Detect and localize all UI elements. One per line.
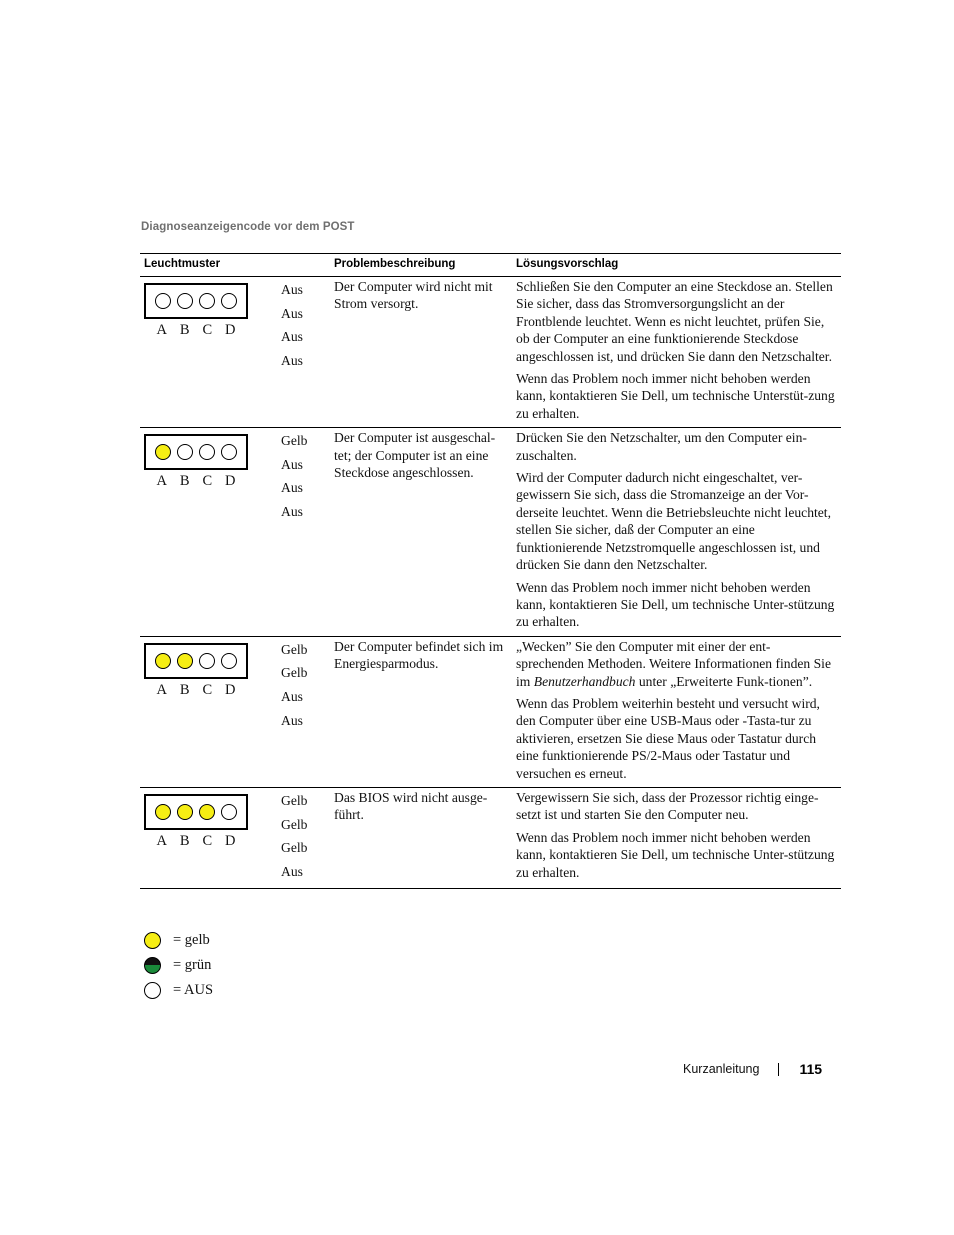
led-states-cell	[277, 787, 330, 888]
led-off-icon	[221, 653, 237, 669]
led-green-icon	[144, 957, 161, 974]
led-letter: A	[156, 473, 167, 490]
led-state: Aus	[281, 305, 303, 321]
led-letters	[144, 473, 248, 490]
led-off-icon	[199, 653, 215, 669]
led-state: Aus	[281, 352, 303, 368]
led-state: Aus	[281, 688, 303, 704]
led-letter: B	[179, 322, 190, 338]
led-yellow-icon	[155, 653, 171, 669]
led-state: Aus	[281, 504, 303, 520]
led-off-icon	[177, 444, 193, 460]
solution-cell	[512, 428, 841, 636]
legend	[144, 928, 213, 1003]
led-yellow-icon	[155, 444, 171, 460]
diagnostic-table	[140, 253, 841, 889]
led-pattern-cell	[140, 787, 277, 888]
led-letters	[144, 682, 248, 699]
led-yellow-icon	[177, 653, 193, 669]
table-header-row	[140, 254, 841, 277]
led-letter: C	[202, 473, 213, 490]
led-state: Gelb	[281, 816, 308, 832]
solution-paragraph: Wenn das Problem weiterhin besteht und versucht wird, den Computer über eine USB-Maus oder -Tasta-tur zu aktivieren, ersetzen Sie diese Maus oder Tastatur durch eine funktionierende PS/2-Maus oder Tastatur und versuchen es erneut.	[516, 695, 820, 781]
problem-description: Der Computer befindet sich im Energiesparmodus.	[330, 636, 512, 787]
led-letter: C	[202, 322, 213, 338]
led-letter: D	[225, 681, 236, 698]
footer-section-label: Kurzanleitung	[683, 1062, 760, 1076]
led-off-icon	[199, 444, 215, 460]
led-letter: D	[225, 832, 236, 849]
legend-label: = grün	[173, 957, 212, 973]
led-letter: A	[156, 322, 167, 338]
led-yellow-icon	[199, 804, 215, 820]
led-panel	[144, 794, 248, 830]
solution-paragraph: Drücken Sie den Netzschalter, um den Computer ein-zuschalten.	[516, 430, 807, 463]
page-footer	[683, 1061, 822, 1077]
header-problembeschreibung: Problembeschreibung	[330, 254, 512, 277]
led-state: Gelb	[281, 433, 308, 449]
table-caption: Diagnoseanzeigencode vor dem POST	[141, 221, 355, 233]
solution-paragraph: „Wecken” Sie den Computer mit einer der ent-sprechenden Methoden. Weitere Informationen finden Sie im Benutzerhandbuch unter „Erweiterte Funk-tionen”.	[516, 638, 831, 689]
led-panel	[144, 434, 248, 470]
solution-cell	[512, 277, 841, 428]
legend-label: = gelb	[173, 932, 210, 948]
table-row	[140, 277, 841, 428]
led-state: Gelb	[281, 641, 308, 657]
led-state: Aus	[281, 480, 303, 496]
led-pattern-cell	[140, 277, 277, 428]
solution-paragraph: Vergewissern Sie sich, dass der Prozessor richtig einge-setzt ist und starten Sie den Computer neu.	[516, 789, 819, 823]
led-pattern-cell	[140, 428, 277, 636]
led-panel	[144, 283, 248, 319]
led-off-icon	[155, 293, 171, 309]
led-state: Aus	[281, 863, 303, 879]
legend-item	[144, 953, 213, 978]
led-letter: B	[179, 681, 190, 698]
led-state: Aus	[281, 712, 303, 728]
solution-paragraph: Wenn das Problem noch immer nicht behoben werden kann, kontaktieren Sie Dell, um technische Unterstüt-zung zu erhalten.	[516, 371, 835, 421]
led-letter: B	[179, 473, 190, 490]
legend-item	[144, 978, 213, 1003]
led-states-cell	[277, 277, 330, 428]
led-letter: C	[202, 832, 213, 849]
led-letter: D	[225, 473, 236, 490]
led-state: Gelb	[281, 840, 308, 856]
solution-cell	[512, 636, 841, 787]
legend-item	[144, 928, 213, 953]
solution-cell	[512, 787, 841, 888]
problem-description: Das BIOS wird nicht ausge-führt.	[330, 787, 512, 888]
led-yellow-icon	[155, 804, 171, 820]
problem-description: Der Computer ist ausgeschal-tet; der Computer ist an eine Steckdose angeschlossen.	[330, 428, 512, 636]
led-state: Aus	[281, 282, 303, 297]
page-number: 115	[799, 1061, 823, 1077]
led-state: Gelb	[281, 665, 308, 681]
led-yellow-icon	[177, 804, 193, 820]
led-off-icon	[199, 293, 215, 309]
led-off-icon	[144, 982, 161, 999]
led-states-cell	[277, 636, 330, 787]
led-panel	[144, 643, 248, 679]
led-letters	[144, 322, 248, 339]
led-states-cell	[277, 428, 330, 636]
footer-separator	[778, 1063, 779, 1076]
led-off-icon	[221, 804, 237, 820]
led-state: Aus	[281, 456, 303, 472]
header-loesungsvorschlag: Lösungsvorschlag	[512, 254, 841, 277]
problem-description: Der Computer wird nicht mit Strom versorgt.	[330, 277, 512, 428]
manual-title: Benutzerhandbuch	[533, 673, 636, 689]
table-row	[140, 428, 841, 636]
led-pattern-cell	[140, 636, 277, 787]
led-state: Aus	[281, 329, 303, 345]
solution-paragraph: Schließen Sie den Computer an eine Steckdose an. Stellen Sie sicher, dass das Stromversorgungslicht an der Frontblende leuchtet. Wenn es nicht leuchtet, prüfen Sie, ob der Computer an eine funktionierende Steckdose angeschlossen ist, und drücken Sie dann den Netzschalter.	[516, 279, 833, 364]
led-letter: A	[156, 681, 167, 698]
led-letter: A	[156, 832, 167, 849]
diagnostic-table-container	[140, 253, 841, 889]
solution-paragraph: Wenn das Problem noch immer nicht behoben werden kann, kontaktieren Sie Dell, um technische Unter-stützung zu erhalten.	[516, 579, 835, 630]
led-yellow-icon	[144, 932, 161, 949]
led-letter: C	[202, 681, 213, 698]
solution-paragraph: Wird der Computer dadurch nicht eingeschaltet, ver-gewissern Sie sich, dass die Stromanzeige an der Vor-derseite leuchtet. Wenn die Betriebsleuchte nicht leuchtet, stellen Sie sicher, daß der Computer an eine funktionierende Netzstromquelle angeschlossen ist, und drücken Sie dann den Netzschalter.	[516, 470, 831, 573]
led-state: Gelb	[281, 792, 308, 808]
solution-paragraph: Wenn das Problem noch immer nicht behoben werden kann, kontaktieren Sie Dell, um technische Unter-stützung zu erhalten.	[516, 829, 835, 880]
led-letters	[144, 833, 248, 850]
led-off-icon	[177, 293, 193, 309]
led-off-icon	[221, 444, 237, 460]
legend-label: = AUS	[173, 982, 214, 998]
led-letter: D	[225, 322, 236, 338]
table-row	[140, 636, 841, 787]
led-letter: B	[179, 832, 190, 849]
header-leuchtmuster: Leuchtmuster	[140, 254, 330, 277]
table-row	[140, 787, 841, 888]
led-off-icon	[221, 293, 237, 309]
